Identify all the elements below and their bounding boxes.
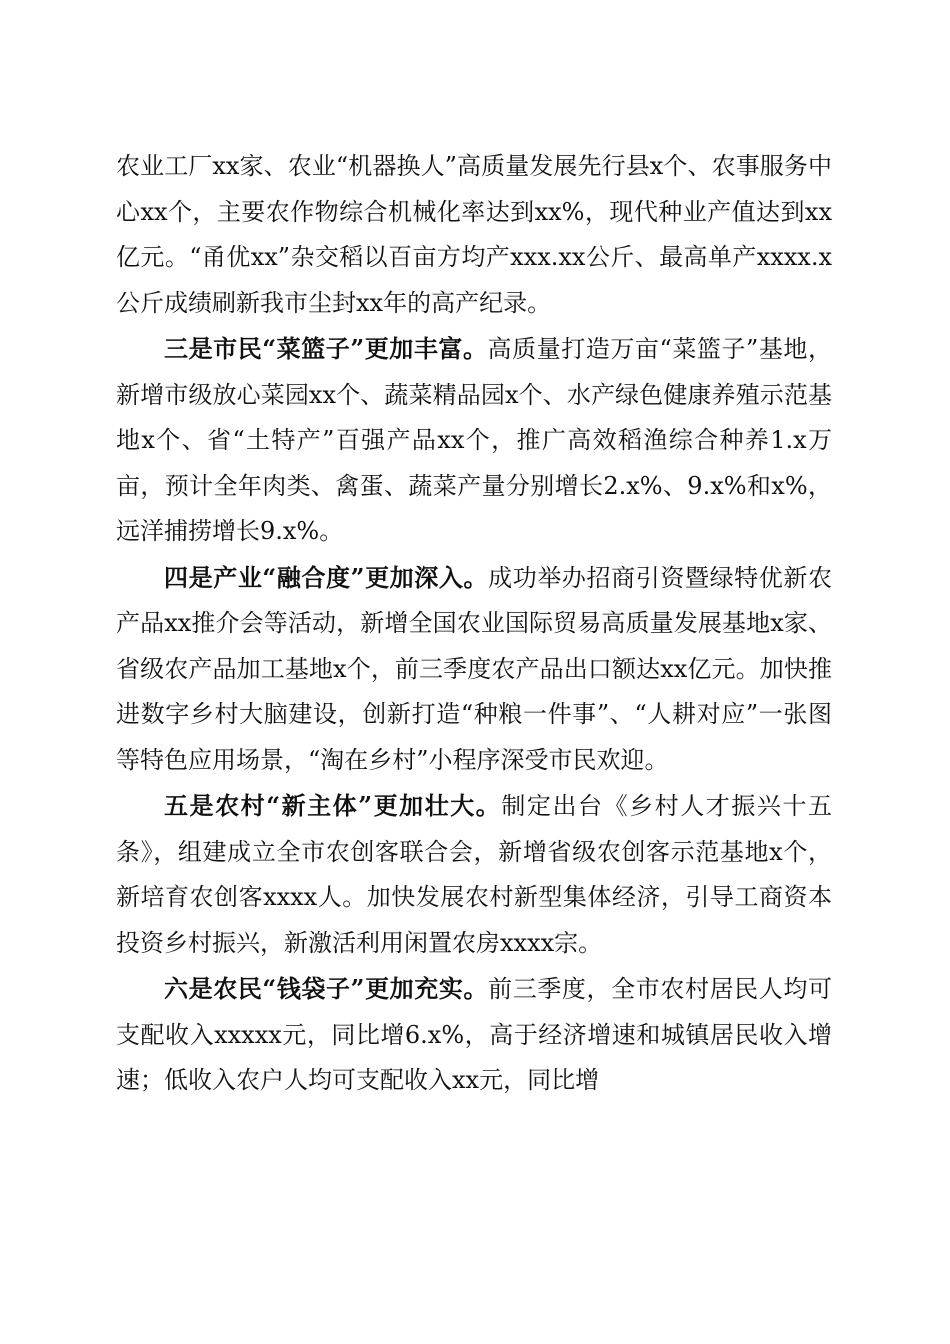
document-body bbox=[116, 144, 832, 1104]
paragraph-text: 高质量打造万亩“菜篮子”基地，新增市级放心菜园xx个、蔬菜精品园x个、水产绿色健康养殖示范基地x个、省“土特产”百强产品xx个，推广高效稻渔综合种养1.x万亩，预计全年肉类、禽蛋、蔬菜产量分别增长2.x%、9.x%和x%，远洋捕捞增长9.x%。 bbox=[116, 335, 832, 545]
paragraph-text: 农业工厂xx家、农业“机器换人”高质量发展先行县x个、农事服务中心xx个，主要农作物综合机械化率达到xx%，现代种业产值达到xx亿元。“甬优xx”杂交稻以百亩方均产xxx.xx公斤、最高单产xxxx.x公斤成绩刷新我市尘封xx年的高产纪录。 bbox=[116, 152, 832, 317]
paragraph-produce-basket bbox=[116, 326, 832, 555]
paragraph-text: 制定出台《乡村人才振兴十五条》，组建成立全市农创客联合会，新增省级农创客示范基地x个，新培育农创客xxxx人。加快发展农村新型集体经济，引导工商资本投资乡村振兴，新激活利用闲置农房xxxx宗。 bbox=[116, 792, 833, 957]
paragraph-new-entities bbox=[116, 783, 832, 966]
paragraph-farmer-income bbox=[116, 966, 832, 1104]
paragraph-heading: 四是产业“融合度”更加深入。 bbox=[164, 562, 489, 592]
paragraph-heading: 六是农民“钱袋子”更加充实。 bbox=[164, 974, 489, 1003]
paragraph-industry-integration bbox=[116, 555, 832, 784]
paragraph-heading: 五是农村“新主体”更加壮大。 bbox=[164, 791, 502, 820]
paragraph-text: 前三季度，全市农村居民人均可支配收入xxxxx元，同比增6.x%，高于经济增速和城镇居民收入增速；低收入农户人均可支配收入xx元，同比增 bbox=[116, 975, 833, 1094]
paragraph-heading: 三是市民“菜篮子”更加丰富。 bbox=[164, 334, 488, 363]
paragraph-continued bbox=[116, 144, 832, 326]
paragraph-text: 成功举办招商引资暨绿特优新农产品xx推介会等活动，新增全国农业国际贸易高质量发展基地x家、省级农产品加工基地x个，前三季度农产品出口额达xx亿元。加快推进数字乡村大脑建设，创新打造“种粮一件事”、“人耕对应”一张图等特色应用场景，“淘在乡村”小程序深受市民欢迎。 bbox=[116, 563, 833, 774]
